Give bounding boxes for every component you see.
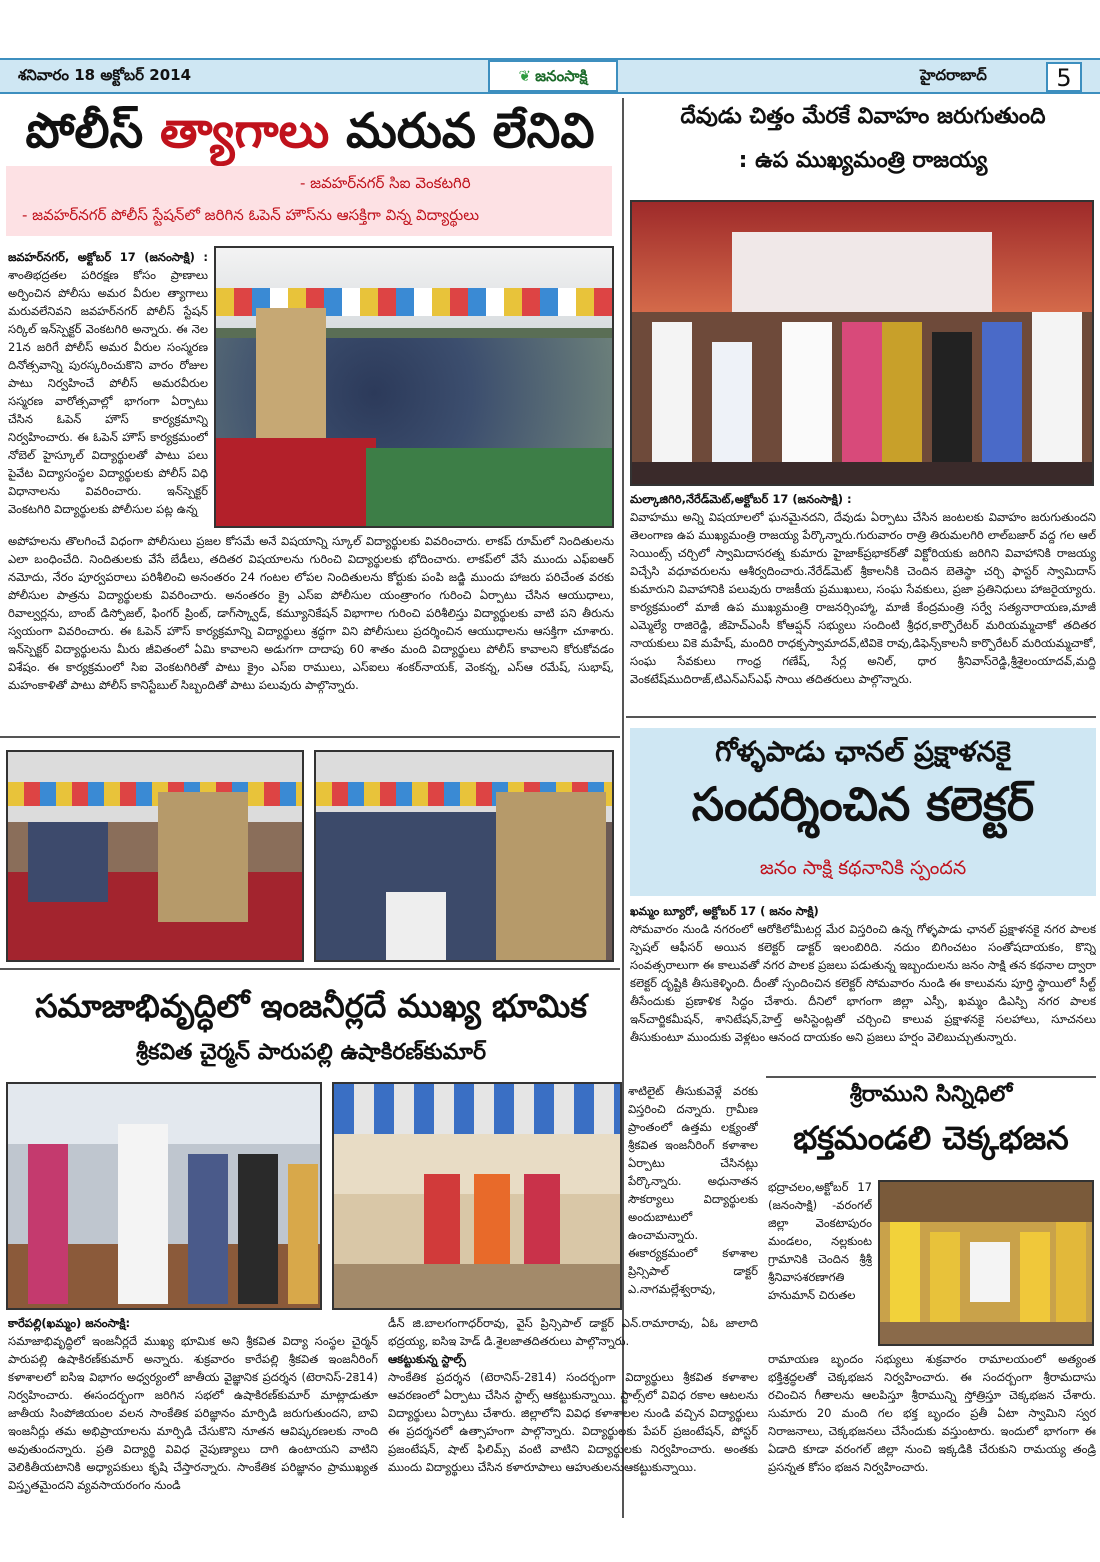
- article3-headline-2: సందర్శించిన కలెక్టర్: [691, 777, 1035, 831]
- section-divider: [626, 716, 1096, 718]
- article5-headline-2: భక్తమండలి చెక్కభజన: [793, 1119, 1069, 1157]
- police-openhouse-photo: [214, 246, 614, 528]
- article2-headline-2: : ఉప ముఖ్యమంత్రి రాజయ్య: [738, 148, 988, 173]
- section-divider: [0, 968, 620, 970]
- article3-body: సోమవారం నుండి నగరంలో ఆరోకిలోమీటర్ల మేర విస్తరించి ఉన్న గోళ్ళపాడు ఛానల్ ప్రక్షాళనకై నగర పాలక స్పెషల్ ఆఫీసర్ అయిన కలెక్టర్ డాక్టర్ ఇలంబిరిది. నదుం బిగించటం సంతోషదాయకం, కొన్ని సంవత్సరాలుగా ఈ కాలువతో నగర పాలక ప్రజలు పడుతున్న ఇబ్బందులను జనం సాక్షి తన కథనాల ద్వారా కలెక్టర్ దృష్టికి తీసుకెళ్ళింది. దీంతో స్పందించిన కలెక్టర్ సోమవారం నుండి ఈ కాలువను పూర్తి స్థాయిలో సీల్ట్ తీసేందుకు ప్రణాళిక సిద్ధం చేశారు. దీనిలో భాగంగా జిల్లా ఎస్పీ, ఖమ్మం డిఎస్పి నగర పాలక ఇన్‌చార్జికమీషన్, శానిటేషన్,హెల్త్ అసిస్టెంట్లతో చర్చించి కాలువ ప్రక్షాళనకై సలహాలు, సూచనలు తీసుకుంటూ ముందుకు వెళ్లటం ఆనంద దాయకం అని ప్రజలు హర్షం వెలిబుచ్చుతున్నారు.: [630, 922, 1096, 1044]
- article5-wide-text: రామాయణ బృందం సభ్యులు శుక్రవారం రామాలయంలో అత్యంత భక్తిశ్రద్ధలతో చెక్కభజన నిర్వహించారు. ఈ సందర్బంగా శ్రీరామదాసు రచించిన గీతాలను ఆలపిస్తూ శ్రీరామున్ని స్తోత్రిస్తూ చెక్కభజన చేశారు. సుమారు 20 మంది గల భక్త బృందం ప్రతీ ఏటా స్వామిని స్వర నిరాజనాలు, చెక్కభజనలు చేసేందుకు వస్తుంటారు. ఇందులో భాగంగా ఈ ఏడాది కూడా వరంగల్ జిల్లా నుంచి ఇక్కడికి చేరుకుని రామయ్య తండ్రి ప్రసన్నత కోసం భజన నిర్వహించారు.: [768, 1352, 1096, 1474]
- logo-text: జనంసాక్షి: [535, 67, 588, 85]
- edition-city: హైదరాబాద్: [920, 66, 987, 84]
- article5-headline-1: శ్రీరాముని సిన్నిధిలో: [849, 1082, 1013, 1107]
- article4-left-text: [8, 1314, 378, 1510]
- article5-dateline: భద్రాచలం,అక్టోబర్ 17 (జనంసాక్షి): [768, 1180, 872, 1212]
- students-weapons-photo-2: [314, 750, 614, 962]
- headline-word-highlight: త్యాగాలు: [159, 103, 330, 159]
- article4-dateline: కారేపల్లి(ఖమ్మం) జనంసాక్షి:: [8, 1316, 131, 1330]
- article1-body: శాంతిభద్రతల పరిరక్షణ కోసం ప్రాణాలు అర్పించిన పోలీసు అమర వీరుల త్యాగాలు మరువలేనివని జవహర్‌నగర్ పోలీస్ స్టేషన్ సర్కిల్ ఇన్‌స్పెక్టర్ వెంకటగిరి అన్నారు. ఈ నెల 21న జరిగే పోలీస్ అమర వీరుల సంస్మరణ దినోత్సవాన్ని పురస్కరించుకొని వారం రోజుల పాటు నిర్వహించే పోలీస్ అమరవీరుల సస్మరణ వారోత్సవాల్లో భాగంగా ఏర్పాటు చేసిన ఓపెన్ హౌస్ కార్యక్రమాన్ని నిర్వహించారు. ఈ ఓపెన్ హౌస్ కార్యక్రమంలో నోబెల్ హైస్కూల్ విద్యార్థులతో పాటు పలు పైవేట విద్యాసంస్థల విద్యార్థులకు పోలీస్ విధి విధానాలను వివరించారు. ఇన్‌స్పెక్టర్ వెంకటగిరి విద్యార్థులకు పోలీసుల పట్ల ఉన్న: [8, 268, 208, 516]
- article2-text: [630, 490, 1096, 712]
- dance-performance-photo: [332, 1082, 622, 1310]
- article1-col-text: [8, 248, 208, 530]
- article3-headline-1: గోళ్ళపాడు ఛానల్ ప్రక్షాళనకై: [715, 735, 1011, 768]
- article3-header-box: [630, 728, 1096, 896]
- article3-text: [630, 902, 1096, 1070]
- article2-body: వివాహము అన్ని విషయాలలో ఘనమైనదని, దేవుడు ఏర్పాటు చేసిన జంటలకు వివాహం జరుగుతుందని తెలంగాణ ఉప ముఖ్యమంత్రి రాజయ్య పేర్కొన్నారు.గురువారం రాత్రి తిరుమలగిరి లాల్‌బజార్ వద్ద గల ఆల్ సెయింట్స్ చర్చిలో స్వామిదాసరత్న కుమారు హైజాక్‌ప్రభాకర్‌తో విక్టోరియకు జరిగిని వివాహానికి రాజయ్య విచ్చేసి వధూవరులను ఆశీర్వదించారు.నేరేడ్‌మెట్ శ్రీకాలనీకి చెందిన బెతెస్థా చర్చి ఫాస్టర్ స్వామిదాస్ కుమారుని వివాహానికి పలువురు రాజకీయ ప్రముఖులు, సంఘ సేవకులు, ప్రజా ప్రతినిధులు హాజరైయ్యారు. కార్యక్రమంలో మాజీ ఉప ముఖ్యమంత్రి రాజనర్సింహ్మా, మాజీ కేంద్రమంత్రి సర్వే సత్యనారాయణ,మాజీ ఎమ్మెల్యే రాజిరెడ్డి, జీహెచ్ఎంసీ కోఆప్షన్ సభ్యులు సందింటి శ్రీధర,కార్పొరేటర్ మరియమ్మచాకో తదితర నాయకులు వికె మహేష్, మందిరి రాధక్పస్వామాదవ్,టివికె రావు,డిఫెన్స్‌కాలనీ కార్పొరేటర్ మరియమ్మచాకో, సంఘ సేవకులు గాంధ్ర గణేష్, సేర్ల అనిల్, ధార శ్రీనివాస్‌రెడ్డి,శ్రీశైలంయాదవ్,మద్ది వెంకటేష్‌ముదిరాజ్,టిఎన్ఎస్ఎఫ్ సాయి తదితరులు పాల్గొన్నారు.: [630, 510, 1096, 686]
- page-number: 5: [1046, 62, 1082, 92]
- article4-narrow-text: శాటిలైట్ తీసుకువెళ్లే వరకు విస్తరించి దన్నారు. గ్రామీణ ప్రాంతంలో ఉత్తమ లక్ష్యంతో శ్రీకవిత ఇంజనీరింగ్ కళాశాల ఏర్పాటు చేసినట్లు పేర్కొన్నారు. అధునాతన సౌకర్యాలు విద్యార్థులకు అందుబాటులో ఉంచామన్నారు. ఈకార్యక్రమంలో కళాశాల ప్రిన్సిపాల్ డాక్టర్ ఎ.నాగమల్లేశ్వరావు,: [628, 1084, 758, 1296]
- article2-dateline: మల్కాజిగిరి,నేరేడ్‌మెట్,అక్టోబర్ 17 (జనంసాక్షి) :: [630, 492, 852, 506]
- stalls-subhead: ఆకట్టుకున్న స్టాల్స్: [388, 1352, 466, 1366]
- article5-narrow-text: [768, 1178, 872, 1346]
- lamp-lighting-photo: [6, 1082, 322, 1310]
- stalls-body: సాంకేతిక ప్రదర్శన (టెరానిస్-2కె14) సందర్బంగా విద్యార్థులు శ్రీకవిత కళాశాల ఆవరణంలో ఏర్పాటు చేసిన స్టాల్స్ ఆకట్టుకున్నాయి. స్టాల్స్‌లో వివిధ రకాల ఆటలను విద్యార్థులు ఏర్పాటు చేశారు. జిల్లాలోని వివిధ కళాశాలల నుండి వచ్చిన విద్యార్థులు ఈ ప్రదర్శనలో ఉత్సాహంగా పాల్గొన్నారు. విద్యార్థులకు పేపర్ ప్రజంటేషన్, పోస్టర్ ప్రజంటేషన్, షాట్ ఫిలిమ్స్ వంటి వాటిని విద్యార్థులకు నిర్వహించారు. అంతకు ముందు విద్యార్థులు చేసిన కళారూపాలు ఆహుతులనుఆకట్టుకున్నాయి.: [388, 1370, 758, 1474]
- leaf-icon: ❦: [518, 67, 532, 85]
- headline-word: పోలీస్: [25, 103, 144, 159]
- article1-subhead-box: [6, 166, 612, 236]
- article1-headline: [10, 104, 610, 159]
- article4-body-continued: డీన్ జి.బాలగంగాధర్‌రావు, వైస్ ప్రిన్సిపాల్ డాక్టర్ ఎన్.రామారావు, ఏఓ జాలాది భద్రయ్య, ఐసిఇ హెడ్ డి.శైలజాతదితరులు పాల్గొన్నారు.: [388, 1316, 758, 1348]
- article1-subhead-1: - జవహర్‌నగర్ సిఐ వెంకటగిరి: [300, 174, 471, 192]
- newspaper-logo: [488, 60, 618, 92]
- column-divider: [622, 98, 624, 1518]
- section-divider: [0, 736, 620, 738]
- wedding-photo: [630, 200, 1094, 486]
- edition-date: శనివారం 18 అక్టోబర్ 2014: [18, 66, 192, 84]
- headline-word: మరువ లేనివి: [345, 103, 595, 159]
- article4-body: సమాజాభివృద్ధిలో ఇంజనీర్లదే ముఖ్య భూమిక అని శ్రీకవిత విద్యా సంస్థల చైర్మన్ పారుపల్లి ఉషాకిరణ్‌కుమార్ అన్నారు. శుక్రవారం కారేపల్లి శ్రీకవిత ఇంజనీరింగ్ కళాశాలలో ఐసిఇ విభాగం అధ్వర్యంలో జాతీయ వైజ్ఞానిక ప్రదర్శన (టెరానిస్-2కె14) నిర్వహించారు. ఈసందర్బంగా జరిగిన సభలో ఉషాకిరణ్‌కుమార్ మాట్లాడుతూ జాతీయ సింపోజియంల వలన సాంకేతిక పరిజ్ఞానం మార్పిడి జరుగుతుందని, బావి ఇంజనీర్లు తమ అభిప్రాయాలను మార్పిడి చేసుకొని నూతన ఆవిష్కరణలకు నాంది అవుతుందన్నారు. ప్రతి విద్యార్థి వివిధ నైపుణ్యాలు దాగి ఉంటాయని వాటిని వెలికితీయటానికి అధ్యాపకులు కృషి చేస్తారన్నారు. సాంకేతిక పరిజ్ఞానం ప్రాముఖ్యత విస్తృతమైందని వ్యవసాయరంగం నుండి: [8, 1334, 378, 1492]
- students-weapons-photo-1: [6, 750, 304, 962]
- article3-dateline: ఖమ్మం బ్యూరో, అక్టోబర్ 17 ( జనం సాక్షి): [630, 904, 819, 918]
- article2-headline-1: దేవుడు చిత్తం మేరకే వివాహం జరుగుతుంది: [680, 104, 1046, 129]
- article4-headline: సమాజాభివృద్ధిలో ఇంజనీర్లదే ముఖ్య భూమిక: [35, 987, 587, 1025]
- article3-subhead: జనం సాక్షి కథనానికి స్పందన: [759, 857, 967, 879]
- article1-wide-text: అపోహలను తొలగించే విధంగా పోలీసులు ప్రజల కోసమే అనే విషయాన్ని స్కూల్ విద్యార్థులకు వివరించారు. లాకప్ రూమ్‌లో నిందితులను ఎలా బంధించేది. నిందితులకు వేసే బేడీలు, తదితర విషయాలను గురించి విద్యార్థులకు భోదించారు. లాకప్‌లో వేసే ముందు ఎఫ్ఐఆర్ నమోదు, నేరం పూర్వపరాలు పరిశీలించి అనంతరం 24 గంటల లోపల నిందితులను కోర్టుకు పంపి జడ్జి ముందు హాజరు పరిచేంత వరకు పోలీసుల పాత్రను విద్యార్థులకు వివరించారు. అనంతరం క్రై ఎస్ఐ పోలీసుల యంత్రాంగం గురించి ఏర్పాటు చేసిన ఆయుధాలు, రివాల్వర్లను, బాంబ్ డిస్పోజల్, ఫింగర్ ప్రింట్, డాగ్‌స్క్వాడ్, కమ్యూనికేషన్ విభాగాల గురించి పరిశీలిస్తు విద్యార్థులకు వాటి పని తీరును స్వయంగా వివరించారు. ఈ ఓపెన్ హౌస్ కార్యక్రమాన్ని విద్యార్థులు శ్రద్ధగా విని పోలీసులు ప్రదర్శించిన ఆయుధాలను ఆసక్తిగా చూశారు. ఇన్‌స్పెక్టర్ విద్యార్థులను మీరు జీవితంలో ఏమి కావాలని అడుగగా దాదాపు 60 శాతం మంది విద్యార్థులు పోలీస్ కావాలని కోరుకోవడం విశేషం. ఈ కార్యక్రమంలో సిఐ వెంకటగిరితో పాటు క్రైం ఎస్ఐ రాములు, ఎస్ఐలు శంకర్‌నాయక్, వెంకన్న, ఎస్ఆ రమేష్, సుభాష్, మహంకాళితో పాటు పోలీస్ కానిస్టేబుల్ సిబ్బందితో పాటు పలువురు పాల్గొన్నారు.: [8, 534, 614, 692]
- article1-dateline: జవహర్‌నగర్, అక్టోబర్ 17 (జనంసాక్షి) :: [8, 250, 208, 264]
- article5-body: -వరంగల్ జిల్లా వెంకటాపురం మండలం, నల్లకుంట గ్రామానికి చెందిన శ్రీశ్రీ శ్రీనివాసశరణాగతి హనుమాన్ చిరుతల: [768, 1198, 872, 1302]
- article4-right-text: [388, 1314, 758, 1510]
- article1-subhead-2: - జవహర్‌నగర్ పోలీస్ స్టేషన్‌లో జరిగిన ఓపెన్ హౌస్‌ను ఆసక్తిగా విన్న విద్యార్థులు: [22, 206, 480, 224]
- chekka-bhajana-photo: [878, 1180, 1094, 1346]
- section-divider: [766, 1076, 1096, 1078]
- article4-subhead: శ్రీకవిత చైర్మన్ పారుపల్లి ఉషాకిరణ్‌కుమార్: [135, 1040, 487, 1065]
